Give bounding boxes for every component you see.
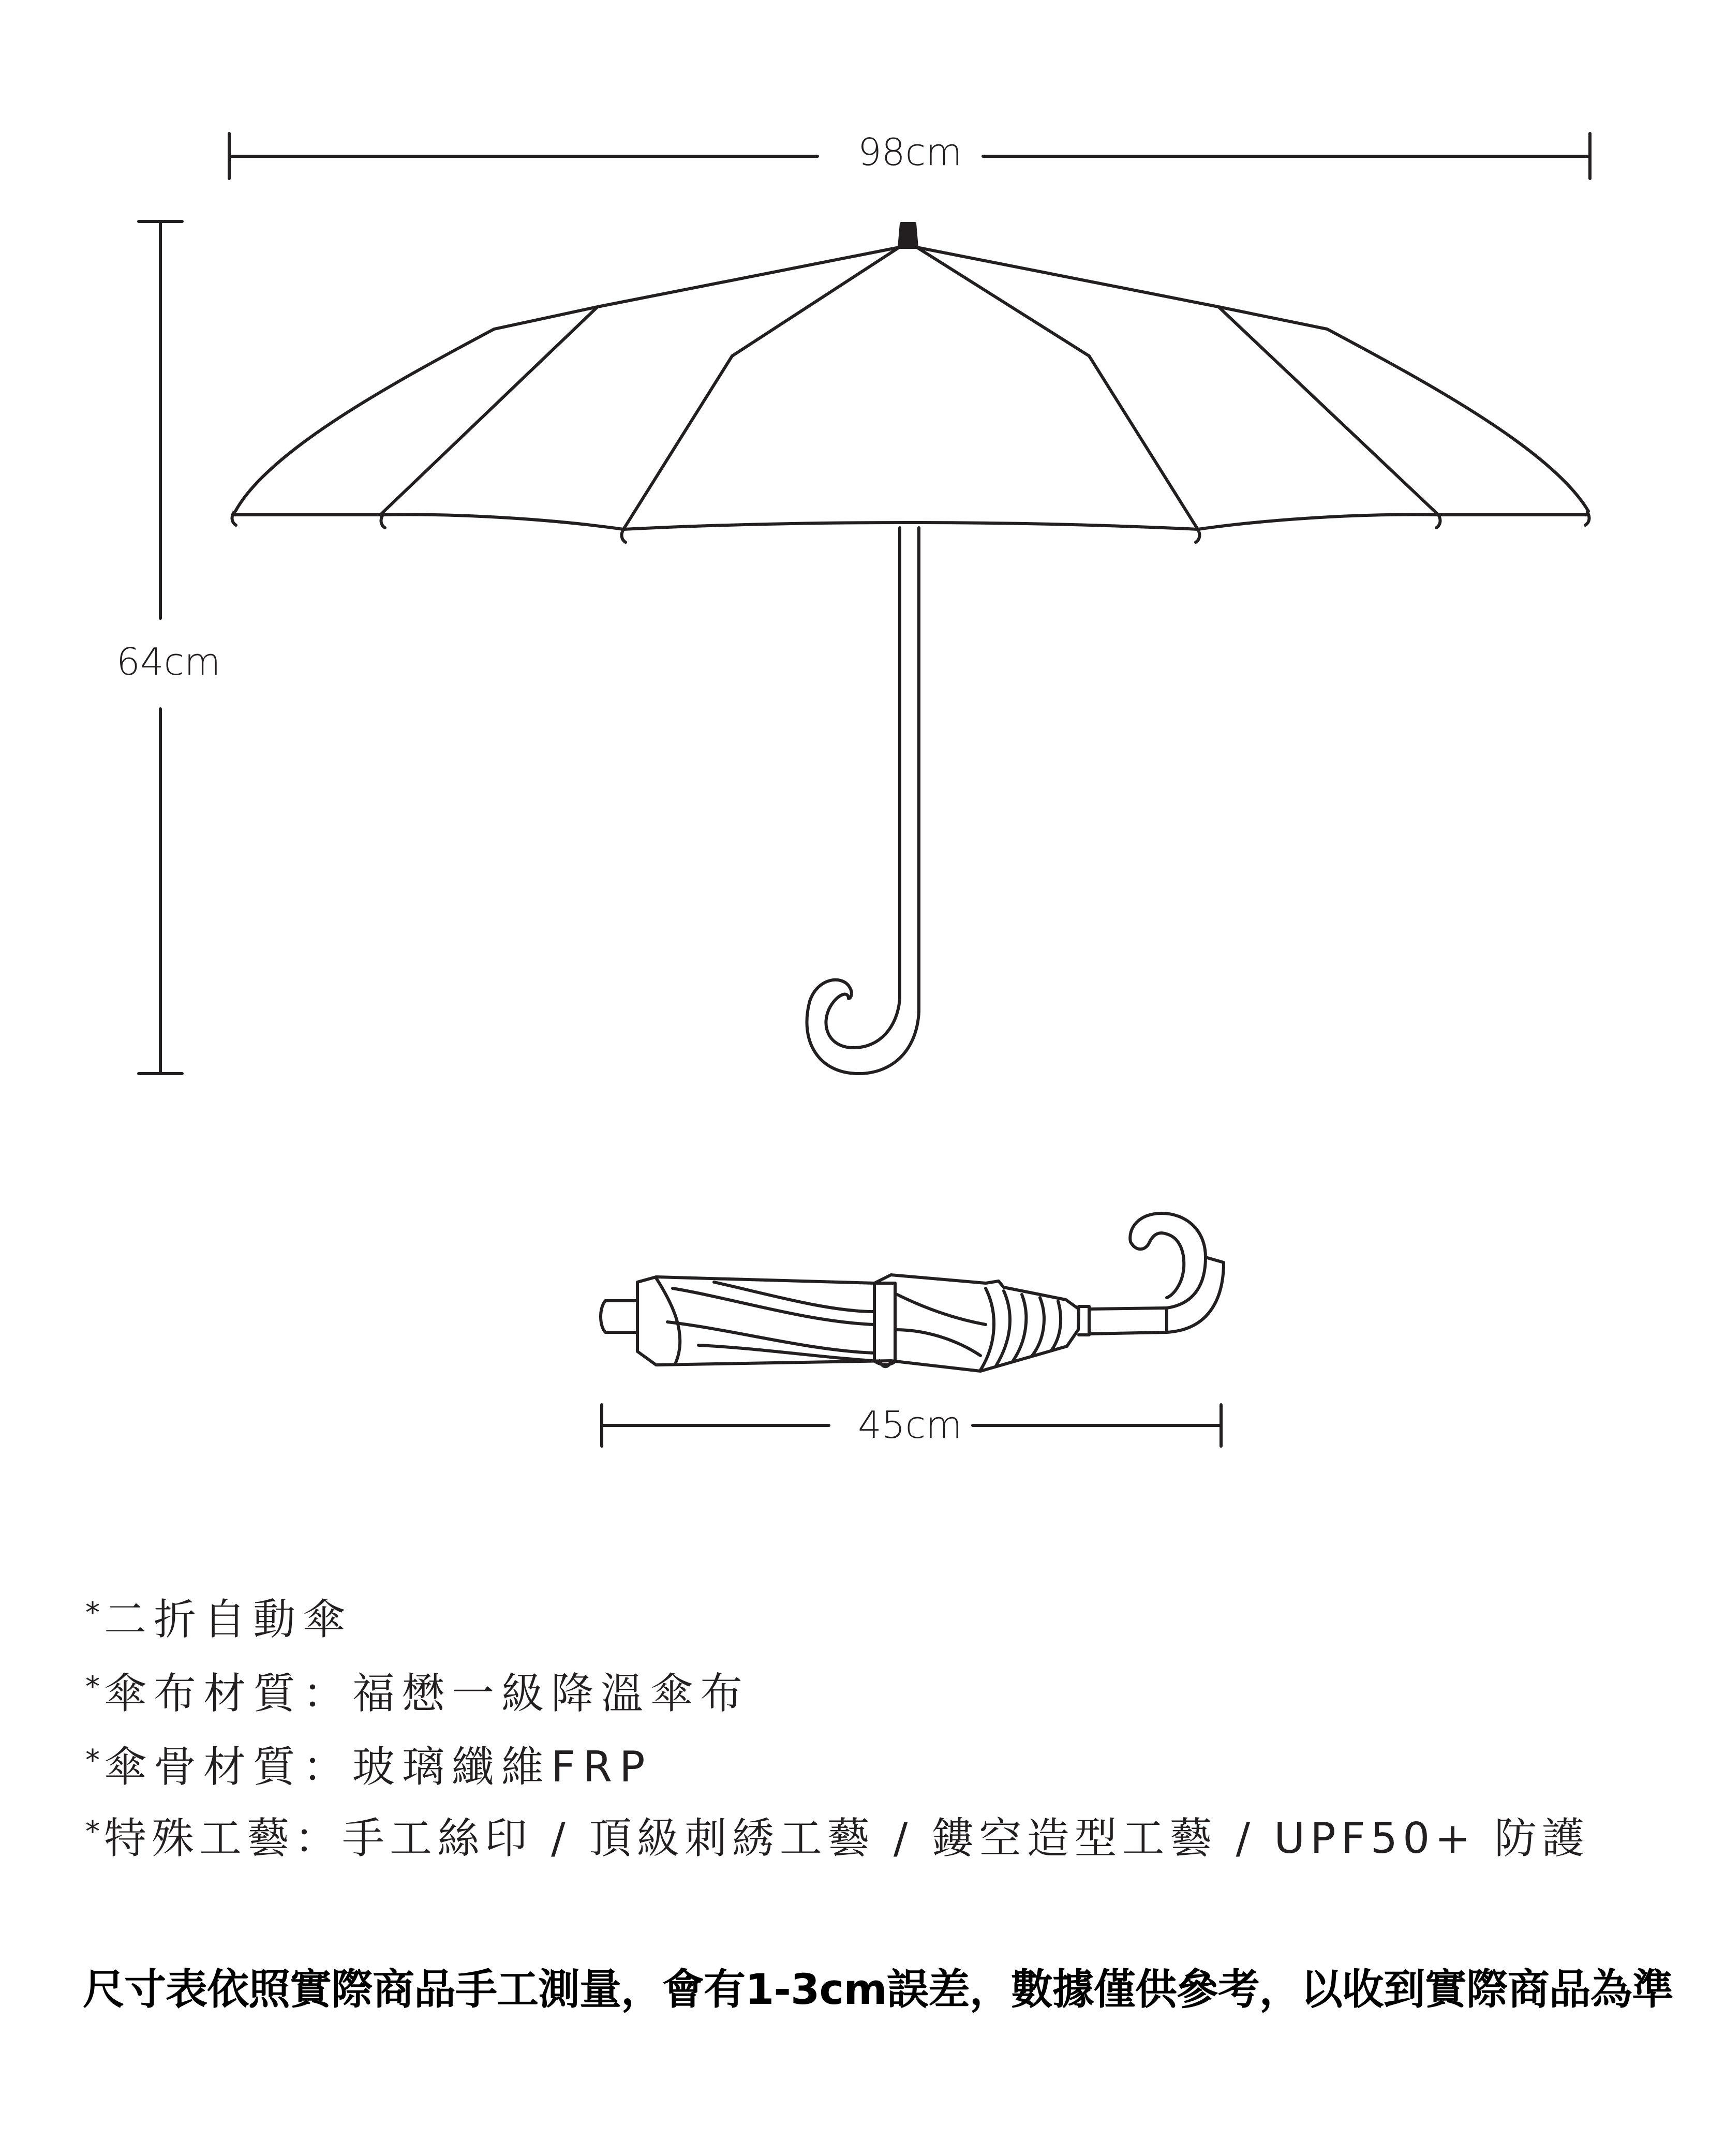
spec-bullet: * [85, 1744, 100, 1777]
width-label: 98cm [849, 133, 971, 171]
open-umbrella-icon [232, 224, 1589, 1074]
spec-text: 傘布材質：福懋一級降溫傘布 [104, 1669, 750, 1718]
spec-text: 二折自動傘 [104, 1595, 353, 1644]
spec-bullet: * [85, 1815, 100, 1849]
spec-text: 特殊工藝：手工絲印 / 頂級刺綉工藝 / 鏤空造型工藝 / UPF50+ 防護 [104, 1814, 1590, 1863]
height-label: 64cm [107, 643, 230, 680]
spec-item [85, 1595, 353, 1644]
spec-item [85, 1814, 1590, 1863]
length-label: 45cm [849, 1406, 971, 1444]
spec-text: 傘骨材質：玻璃纖維FRP [104, 1743, 652, 1792]
spec-item [85, 1743, 652, 1792]
spec-bullet: * [85, 1596, 100, 1630]
spec-item [85, 1669, 750, 1718]
disclaimer-note: 尺寸表依照實際商品手工測量，會有1-3cm誤差，數據僅供參考，以收到實際商品為準 [83, 1966, 1673, 2014]
folded-umbrella-icon [601, 1213, 1224, 1371]
spec-bullet: * [85, 1670, 100, 1704]
